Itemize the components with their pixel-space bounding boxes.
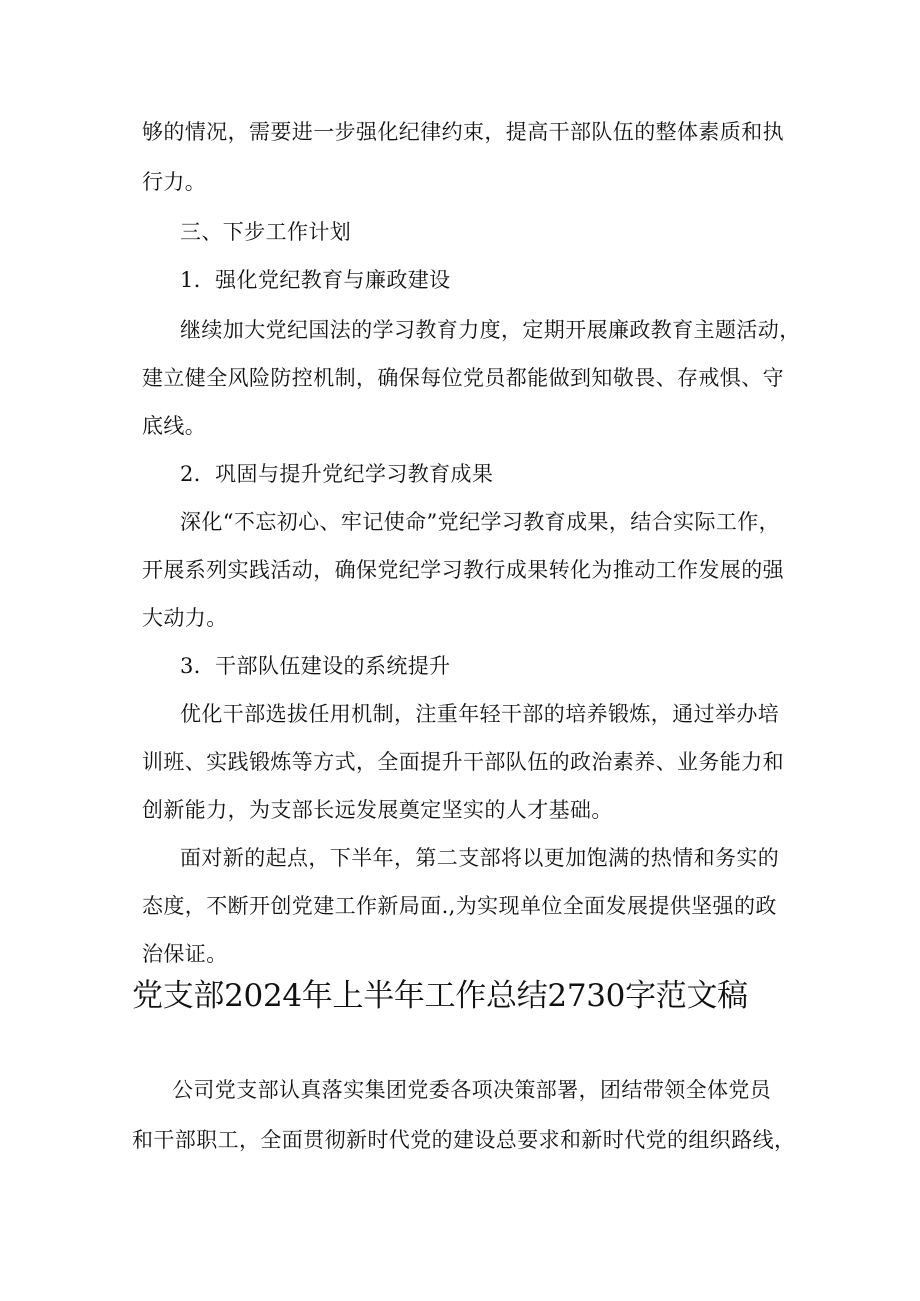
paragraph-line: 训班、实践锻炼等方式，全面提升干部队伍的政治素养、业务能力和 — [142, 750, 784, 774]
paragraph-line: 深化“不忘初心、牢记使命”党纪学习教育成果，结合实际工作， — [180, 510, 781, 534]
section-heading: 三、下步工作计划 — [180, 220, 352, 244]
paragraph-line: 治保证。 — [142, 942, 228, 966]
paragraph-line: 开展系列实践活动，确保党纪学习教行成果转化为推动工作发展的强 — [142, 558, 784, 582]
document-title: 党支部2024年上半年工作总结2730字范文稿 — [132, 978, 748, 1014]
item-heading: 2．巩固与提升党纪学习教育成果 — [180, 462, 494, 486]
item-heading: 3．干部队伍建设的系统提升 — [180, 654, 451, 678]
paragraph-line: 和干部职工，全面贯彻新时代党的建设总要求和新时代党的组织路线， — [132, 1128, 796, 1152]
paragraph-line: 公司党支部认真落实集团党委各项决策部署，团结带领全体党员 — [172, 1078, 772, 1102]
paragraph-line: 行力。 — [142, 170, 207, 194]
paragraph-line: 大动力。 — [142, 606, 228, 630]
paragraph-line: 优化干部选拔任用机制，注重年轻干部的培养锻炼，通过举办培 — [180, 702, 780, 726]
paragraph-line: 态度，不断开创党建工作新局面.,为实现单位全面发展提供坚强的政 — [142, 894, 777, 918]
paragraph-line: 建立健全风险防控机制，确保每位党员都能做到知敬畏、存戒惧、守 — [142, 366, 784, 390]
paragraph-line: 够的情况，需要进一步强化纪律约束，提高干部队伍的整体素质和执 — [142, 120, 784, 144]
paragraph-line: 创新能力，为支部长远发展奠定坚实的人才基础。 — [142, 798, 613, 822]
paragraph-line: 继续加大党纪国法的学习教育力度，定期开展廉政教育主题活动， — [180, 318, 801, 342]
item-heading: 1．强化党纪教育与廉政建设 — [180, 268, 451, 292]
paragraph-line: 底线。 — [142, 414, 207, 438]
paragraph-line: 面对新的起点，下半年，第二支部将以更加饱满的热情和务实的 — [180, 846, 780, 870]
